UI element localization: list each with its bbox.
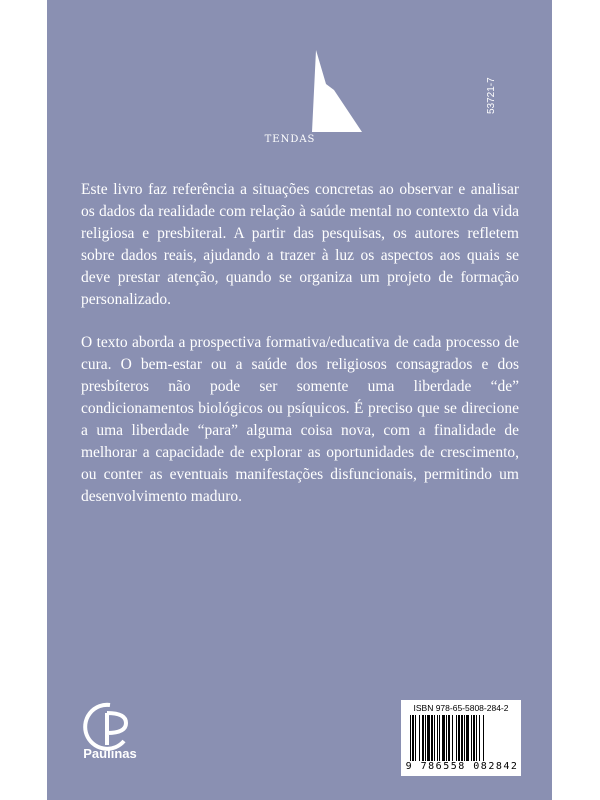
sail-logo-icon [310, 50, 364, 150]
barcode-bar [434, 715, 435, 761]
barcode-bar [427, 715, 430, 761]
barcode-bar [410, 715, 411, 761]
barcode-bar [439, 715, 440, 761]
barcode-bar [479, 715, 480, 761]
catalog-code: 53721-7 [486, 77, 497, 114]
publisher-name: Paulinas [83, 746, 137, 761]
barcode-bar [442, 715, 445, 761]
barcode-bar [471, 715, 472, 761]
barcode-bar [419, 715, 420, 761]
barcode-bar [431, 715, 433, 761]
barcode-bar [446, 715, 447, 761]
barcode-bar [452, 715, 453, 761]
barcode-bars [409, 715, 515, 761]
barcode-bar [448, 715, 450, 761]
barcode-bar [483, 715, 484, 761]
barcode-bar [466, 715, 469, 761]
barcode-bar [461, 715, 463, 761]
barcode-panel [401, 700, 521, 776]
barcode-bar [476, 715, 477, 761]
barcode-bar [473, 715, 475, 761]
barcode-bar [456, 715, 457, 761]
barcode-bar [464, 715, 465, 761]
ean-digits: 9 786558 082842 [405, 761, 519, 772]
barcode-bar [425, 715, 426, 761]
barcode-bar [458, 715, 460, 761]
series-logo-label: TENDAS [264, 134, 316, 145]
barcode-bar [422, 715, 424, 761]
description-paragraph-2: O texto aborda a prospectiva formativa/educativa de cada processo de cura. O bem-estar ou a saúde dos religiosos consagrados e dos presbíteros não pode ser somente uma liberdade “de” condicionamentos biológicos ou psíquicos. É preciso que se direcione a uma liberdade “para” alguma coisa nova, com a finalidade de melhorar a capacidade de explorar as oportunidades de crescimento, ou conter as eventuais manifestações disfuncionais, permitindo um desenvolvimento maduro. [81, 334, 519, 505]
isbn-label: ISBN 978-65-5808-284-2 [413, 703, 509, 713]
barcode-bar [412, 715, 414, 761]
description-paragraph-1: Este livro faz referência a situações concretas ao observar e analisar os dados da realidade com relação à saúde mental no contexto da vida religiosa e presbiteral. A partir das pesquisas, os autores refletem sobre dados reais, ajudando a trazer à luz os aspectos aos quais se deve prestar atenção, quando se organiza um projeto de formação personalizado. [81, 181, 519, 308]
barcode-bar [415, 715, 416, 761]
barcode-bar [437, 715, 438, 761]
